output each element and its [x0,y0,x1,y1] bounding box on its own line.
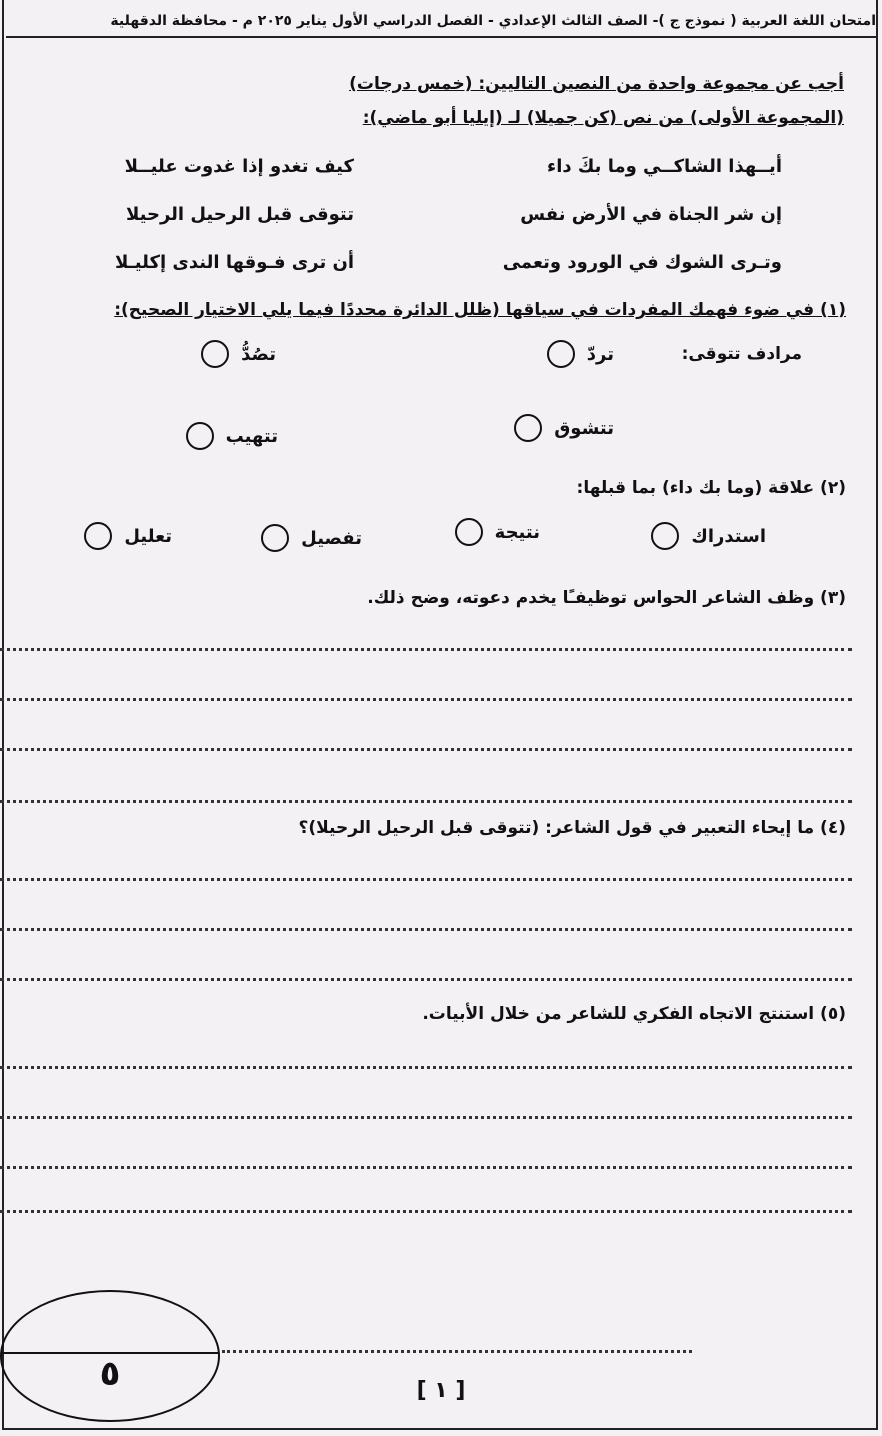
question-1-label: (١) في ضوء فهمك المفردات في سياقها (ظلل الدائرة محددًا فيما يلي الاختيار الصحيح): [114,300,846,320]
grade-value: ٥ [99,1354,121,1394]
q1-option-2-label: تصُدُّ [241,343,276,365]
question-2-label: (٢) علاقة (وما بك داء) بما قبلها: [576,478,846,498]
q3-answer-line-3[interactable] [0,748,852,751]
q2-option-4[interactable] [84,522,172,550]
q2-option-4-radio[interactable] [84,522,112,550]
question-5-label: (٥) استنتج الاتجاه الفكري للشاعر من خلال الأبيات. [422,1004,846,1024]
question-3-label: (٣) وظف الشاعر الحواس توظيفـًا يخدم دعوته، وضح ذلك. [367,588,846,608]
q1-option-1-radio[interactable] [547,340,575,368]
q2-option-2-label: نتيجة [494,521,540,543]
verse-2-first: إن شر الجناة في الأرض نفس [520,204,782,225]
verse-2-second: تتوقى قبل الرحيل الرحيلا [125,204,354,225]
q3-answer-line-4[interactable] [0,800,852,803]
grade-score-line[interactable] [222,1350,692,1353]
question-4-label: (٤) ما إيحاء التعبير في قول الشاعر: (تتوقى قبل الرحيل الرحيلا)؟ [298,818,846,838]
q2-option-2-radio[interactable] [455,518,483,546]
q2-option-3-label: تفصيل [301,527,362,549]
q1-option-3[interactable] [514,414,614,442]
q1-option-2[interactable] [201,340,276,368]
q1-option-4-label: تتهيب [225,425,278,447]
verse-1-second: كيف تغدو إذا غدوت عليــلا [124,156,354,177]
q3-answer-line-2[interactable] [0,698,852,701]
q2-option-3-radio[interactable] [261,524,289,552]
q1-option-3-radio[interactable] [514,414,542,442]
q1-option-2-radio[interactable] [201,340,229,368]
q4-answer-line-1[interactable] [0,878,852,881]
q5-answer-line-3[interactable] [0,1166,852,1169]
main-instruction: أجب عن مجموعة واحدة من النصين التاليين: (خمس درجات) [349,74,844,94]
verse-1-first: أيــهذا الشاكــي وما بكَ داء [547,156,782,177]
group-title: (المجموعة الأولى) من نص (كن جميلا) لـ (إيليا أبو ماضي): [362,108,844,128]
q2-option-3[interactable] [261,524,362,552]
q4-answer-line-2[interactable] [0,928,852,931]
q2-option-1[interactable] [651,522,766,550]
q5-answer-line-1[interactable] [0,1066,852,1069]
exam-header: امتحان اللغة العربية ( نموذج ج )- الصف الثالث الإعدادي - الفصل الدراسي الأول يناير ٢٠٢٥ م - محافظة الدقهلية [6,6,876,38]
q1-option-1-label: تردّ [586,343,614,365]
q1-option-4[interactable] [186,422,278,450]
verse-3-second: أن ترى فـوقها الندى إكليـلا [114,252,354,273]
q5-answer-line-4[interactable] [0,1210,852,1213]
q1-option-3-label: تتشوق [554,417,614,439]
q2-option-4-label: تعليل [124,525,172,547]
q3-answer-line-1[interactable] [0,648,852,651]
q1-option-1[interactable] [547,340,614,368]
verse-3-first: وتـرى الشوك في الورود وتعمى [502,252,782,273]
page-number: [ ١ ] [416,1378,466,1403]
q1-option-4-radio[interactable] [186,422,214,450]
q2-option-1-label: استدراك [691,525,766,547]
q2-option-2[interactable] [455,518,540,546]
q5-answer-line-2[interactable] [0,1116,852,1119]
q2-option-1-radio[interactable] [651,522,679,550]
q4-answer-line-3[interactable] [0,978,852,981]
question-1-prompt: مرادف تتوقى: [681,344,802,364]
